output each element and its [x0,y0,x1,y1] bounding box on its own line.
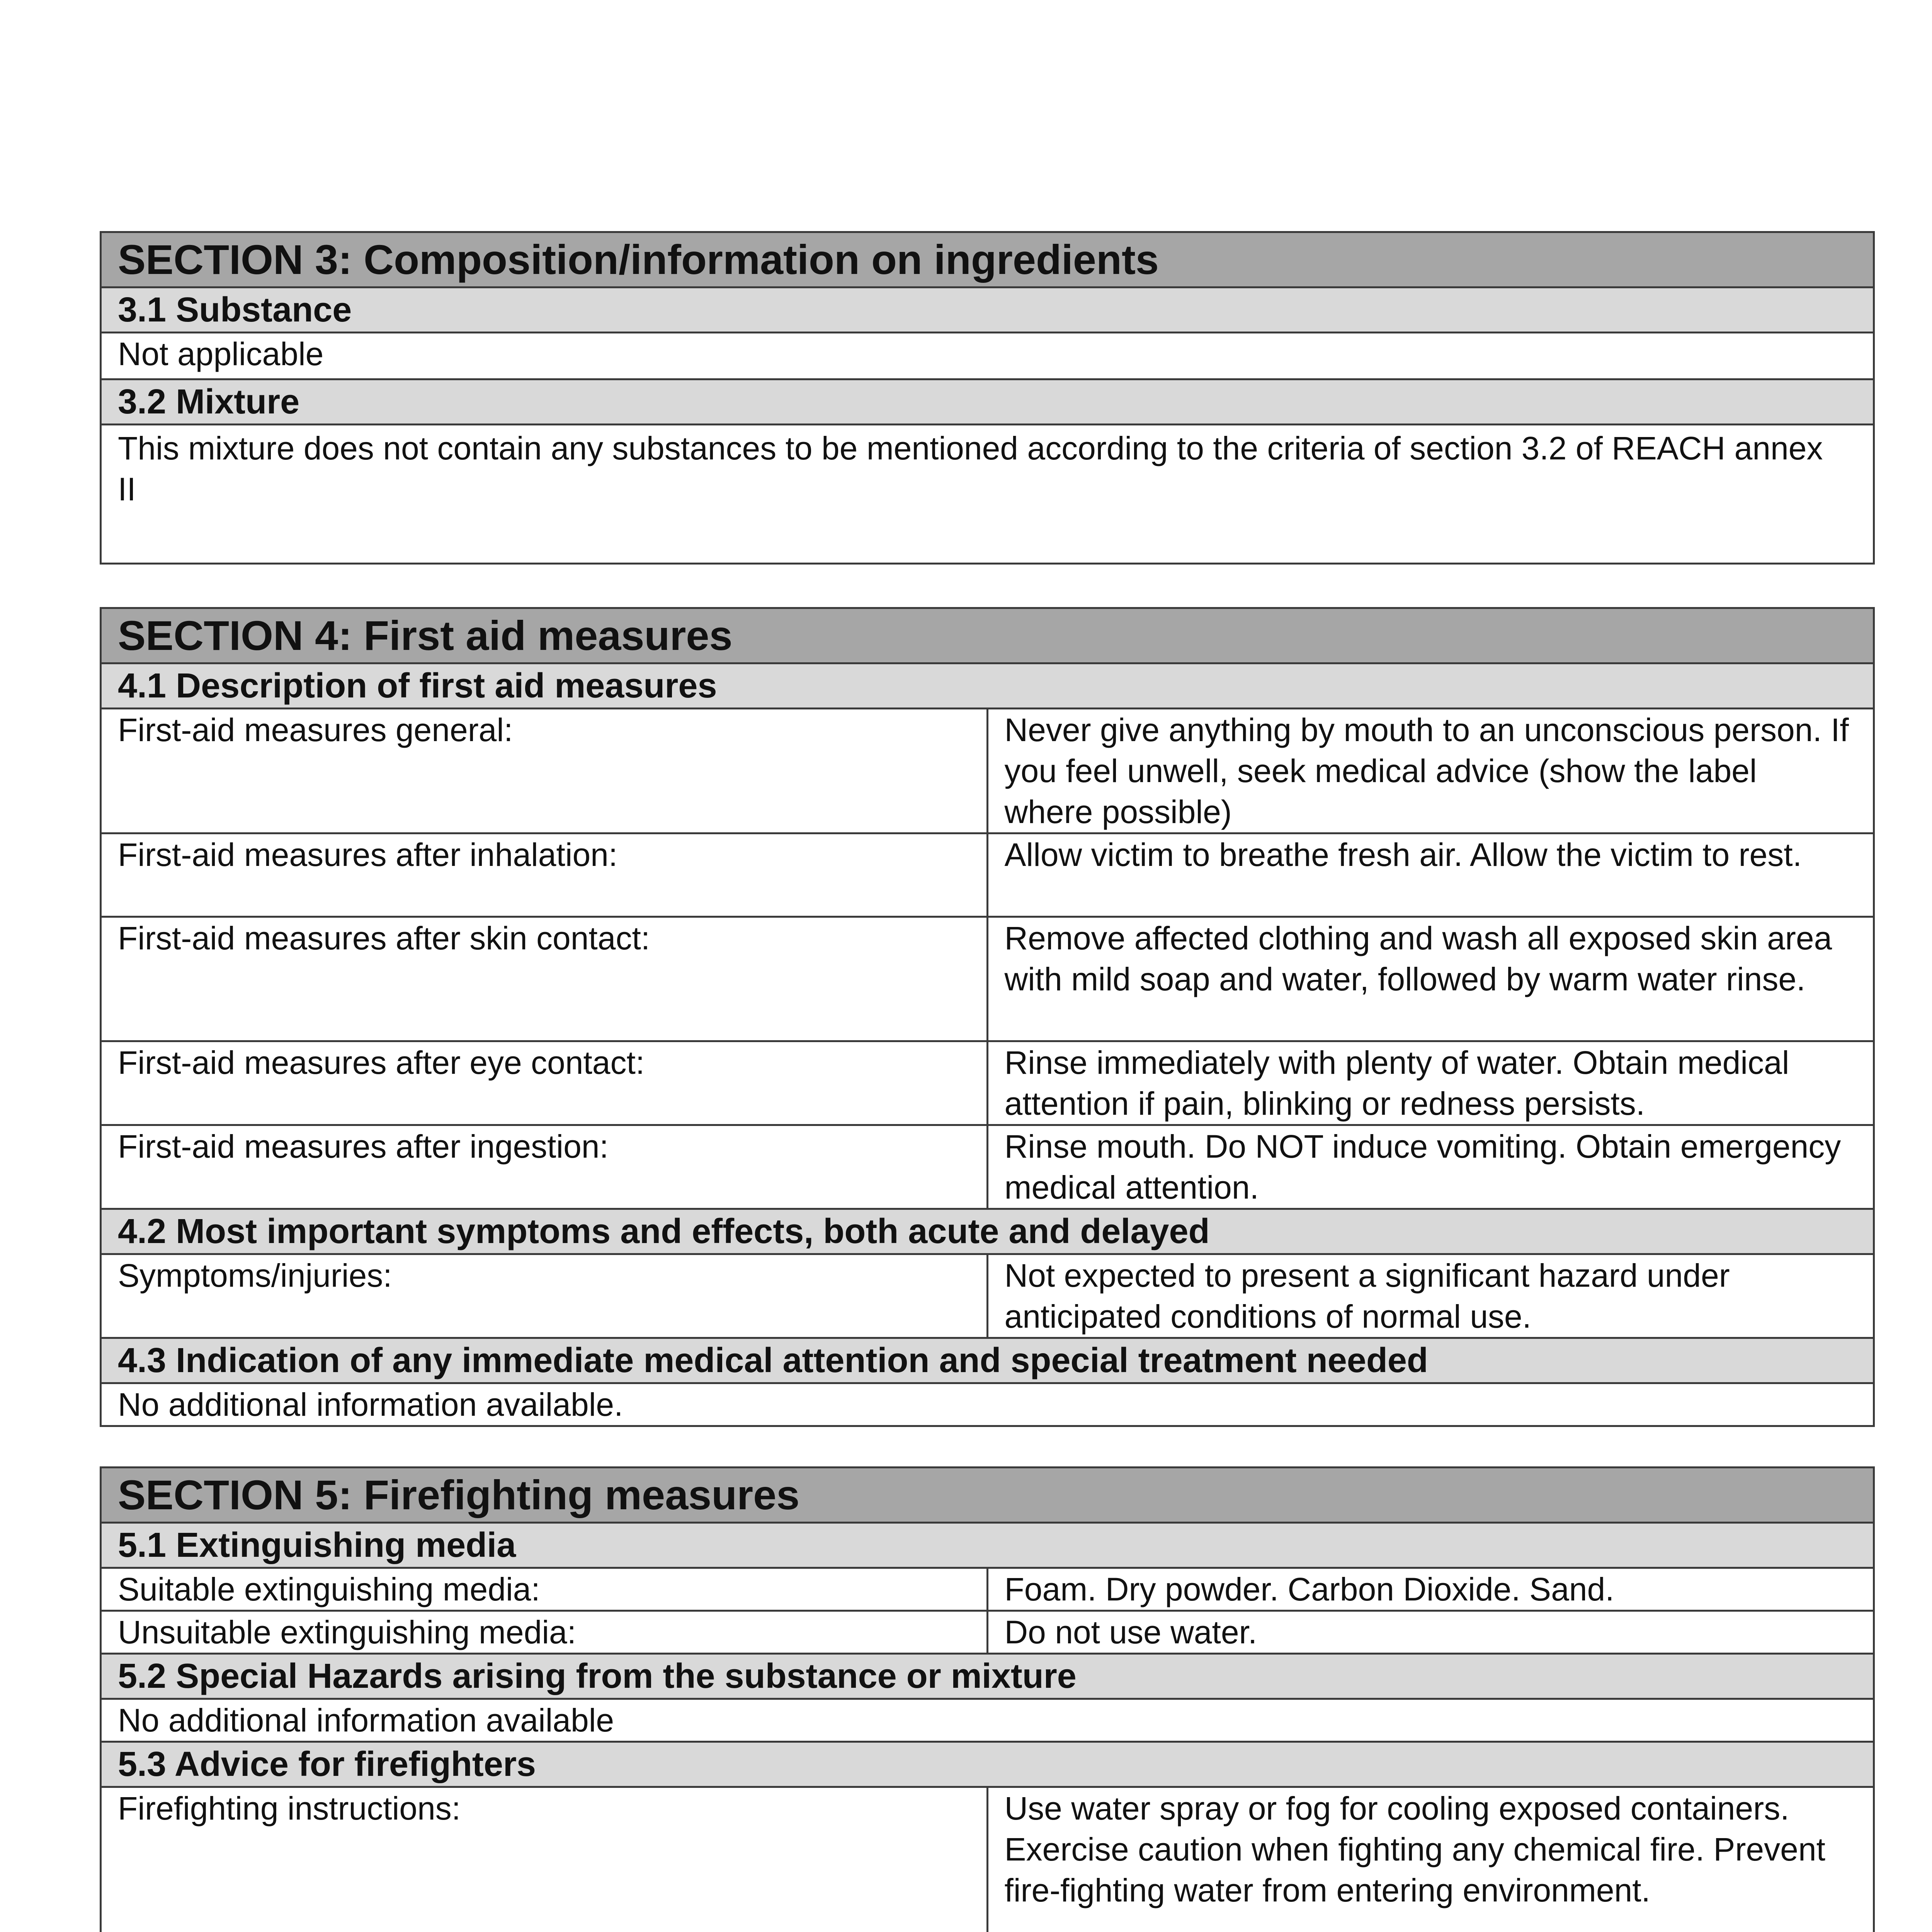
table-row [101,1254,1874,1338]
subsection-3-1-title: 3.1 Substance [101,287,1874,333]
section-5-title: SECTION 5: Firefighting measures [101,1468,1874,1523]
first-aid-value: Allow victim to breathe fresh air. Allow the victim to rest. [987,833,1874,917]
section-3-title: SECTION 3: Composition/information on ingredients [101,232,1874,287]
first-aid-value: Never give anything by mouth to an unconscious person. If you feel unwell, seek medical advice (show the label where possible) [987,709,1874,833]
section-4-table [100,607,1875,1427]
media-value: Foam. Dry powder. Carbon Dioxide. Sand. [987,1568,1874,1611]
table-row [101,1787,1874,1932]
first-aid-label: First-aid measures after inhalation: [101,833,988,917]
first-aid-label: First-aid measures general: [101,709,988,833]
medical-attention-text: No additional information available. [101,1383,1874,1426]
advice-value: Use water spray or fog for cooling exposed containers. Exercise caution when fighting any chemical fire. Prevent fire-fighting water from entering environment. [987,1787,1874,1932]
media-label: Unsuitable extinguishing media: [101,1611,988,1654]
table-row [101,1568,1874,1611]
table-row [101,833,1874,917]
table-row [101,917,1874,1041]
mixture-text: This mixture does not contain any substances to be mentioned according to the criteria of section 3.2 of REACH annex II [101,425,1874,564]
first-aid-value: Rinse immediately with plenty of water. Obtain medical attention if pain, blinking or redness persists. [987,1041,1874,1125]
table-row [101,1611,1874,1654]
media-label: Suitable extinguishing media: [101,1568,988,1611]
section-5-table [100,1466,1875,1932]
first-aid-label: First-aid measures after eye contact: [101,1041,988,1125]
table-row [101,1125,1874,1209]
subsection-3-2-title: 3.2 Mixture [101,379,1874,425]
symptoms-label: Symptoms/injuries: [101,1254,988,1338]
substance-text: Not applicable [101,333,1874,379]
subsection-4-2-title: 4.2 Most important symptoms and effects, both acute and delayed [101,1209,1874,1254]
subsection-4-1-title: 4.1 Description of first aid measures [101,663,1874,709]
advice-label: Firefighting instructions: [101,1787,988,1932]
special-hazards-text: No additional information available [101,1699,1874,1742]
first-aid-value: Rinse mouth. Do NOT induce vomiting. Obtain emergency medical attention. [987,1125,1874,1209]
subsection-5-1-title: 5.1 Extinguishing media [101,1523,1874,1568]
symptoms-value: Not expected to present a significant hazard under anticipated conditions of normal use. [987,1254,1874,1338]
section-3-table [100,231,1875,565]
first-aid-label: First-aid measures after skin contact: [101,917,988,1041]
subsection-4-3-title: 4.3 Indication of any immediate medical attention and special treatment needed [101,1338,1874,1383]
section-4-title: SECTION 4: First aid measures [101,608,1874,663]
media-value: Do not use water. [987,1611,1874,1654]
first-aid-label: First-aid measures after ingestion: [101,1125,988,1209]
table-row [101,709,1874,833]
table-row [101,1041,1874,1125]
subsection-5-3-title: 5.3 Advice for firefighters [101,1742,1874,1787]
first-aid-value: Remove affected clothing and wash all exposed skin area with mild soap and water, followed by warm water rinse. [987,917,1874,1041]
subsection-5-2-title: 5.2 Special Hazards arising from the substance or mixture [101,1654,1874,1699]
